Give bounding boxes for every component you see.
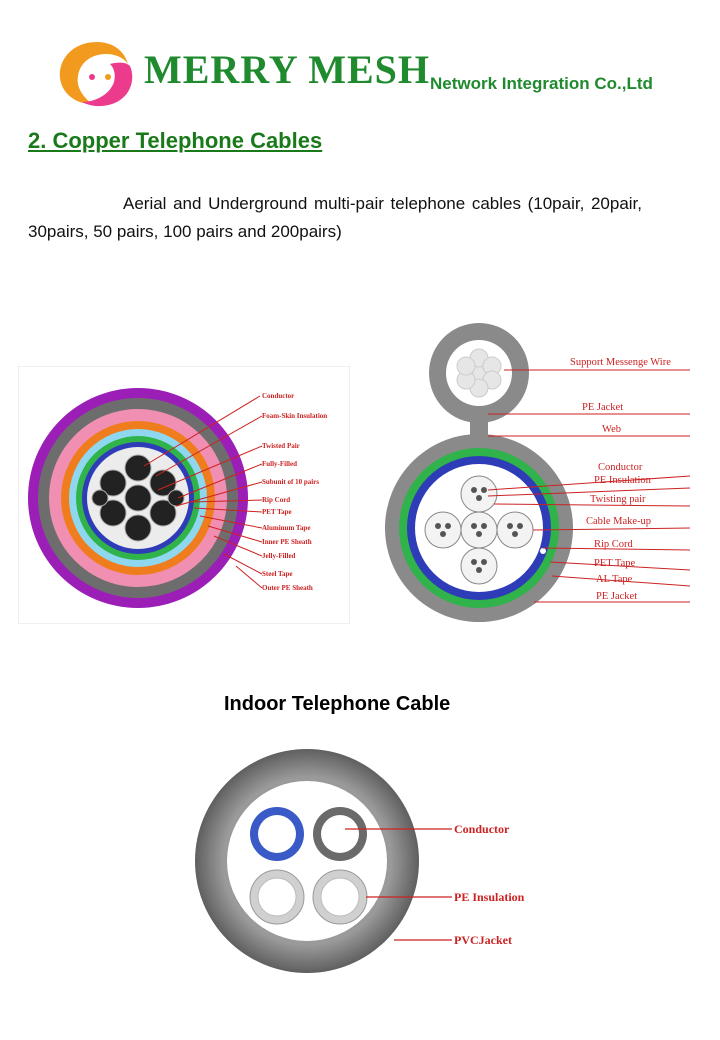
label-indoor-conductor: Conductor xyxy=(454,822,510,836)
label-pe-jacket-top: PE Jacket xyxy=(582,402,624,413)
label-fully-filled: Fully-Filled xyxy=(262,460,297,468)
label-web: Web xyxy=(602,424,621,435)
label-aluminum-tape: Aluminum Tape xyxy=(262,524,311,532)
label-support-wire: Support Messenge Wire xyxy=(570,357,671,368)
label-cable-makeup: Cable Make-up xyxy=(586,516,652,527)
intro-paragraph: Aerial and Underground multi-pair telephone cables (10pair, 20pair, 30pairs, 50 pairs, 100 pairs and 200pairs) xyxy=(28,194,642,241)
company-name: MERRY MESH xyxy=(144,47,430,92)
label-steel-tape: Steel Tape xyxy=(262,570,293,578)
label-conductor: Conductor xyxy=(262,392,295,400)
indoor-cable-title: Indoor Telephone Cable xyxy=(224,693,451,715)
label-twisting-pair: Twisting pair xyxy=(590,494,646,505)
label-pe-jacket-bottom: PE Jacket xyxy=(596,591,638,602)
label-twisted-pair: Twisted Pair xyxy=(262,442,300,450)
section-title: 2. Copper Telephone Cables xyxy=(28,128,323,153)
label-indoor-pvc-jacket: PVCJacket xyxy=(454,933,512,947)
label-rip-cord: Rip Cord xyxy=(262,496,291,504)
aerial-cable-diagram xyxy=(384,318,694,624)
indoor-cable-diagram xyxy=(190,735,560,987)
label-rip-cord-r: Rip Cord xyxy=(594,539,633,550)
label-indoor-pe-insulation: PE Insulation xyxy=(454,890,525,904)
label-foam-skin: Foam-Skin Insulation xyxy=(262,412,328,420)
company-logo xyxy=(52,36,692,111)
company-subtitle: Network Integration Co.,Ltd xyxy=(430,74,653,93)
logo-mark-icon xyxy=(52,36,142,111)
label-outer-pe: Outer PE Sheath xyxy=(262,584,313,592)
label-jelly-filled: Jelly-Filled xyxy=(262,552,296,560)
label-pet-tape: PET Tape xyxy=(262,508,292,516)
label-conductor-r: Conductor xyxy=(598,462,643,473)
label-al-tape: AL Tape xyxy=(596,574,633,585)
label-pet-tape-r: PET Tape xyxy=(594,558,636,569)
label-pe-insulation-r: PE Insulation xyxy=(594,475,651,486)
label-inner-pe: Inner PE Sheath xyxy=(262,538,312,546)
label-subunit: Subunit of 10 pairs xyxy=(262,478,319,486)
multi-pair-cable-diagram xyxy=(18,366,350,624)
